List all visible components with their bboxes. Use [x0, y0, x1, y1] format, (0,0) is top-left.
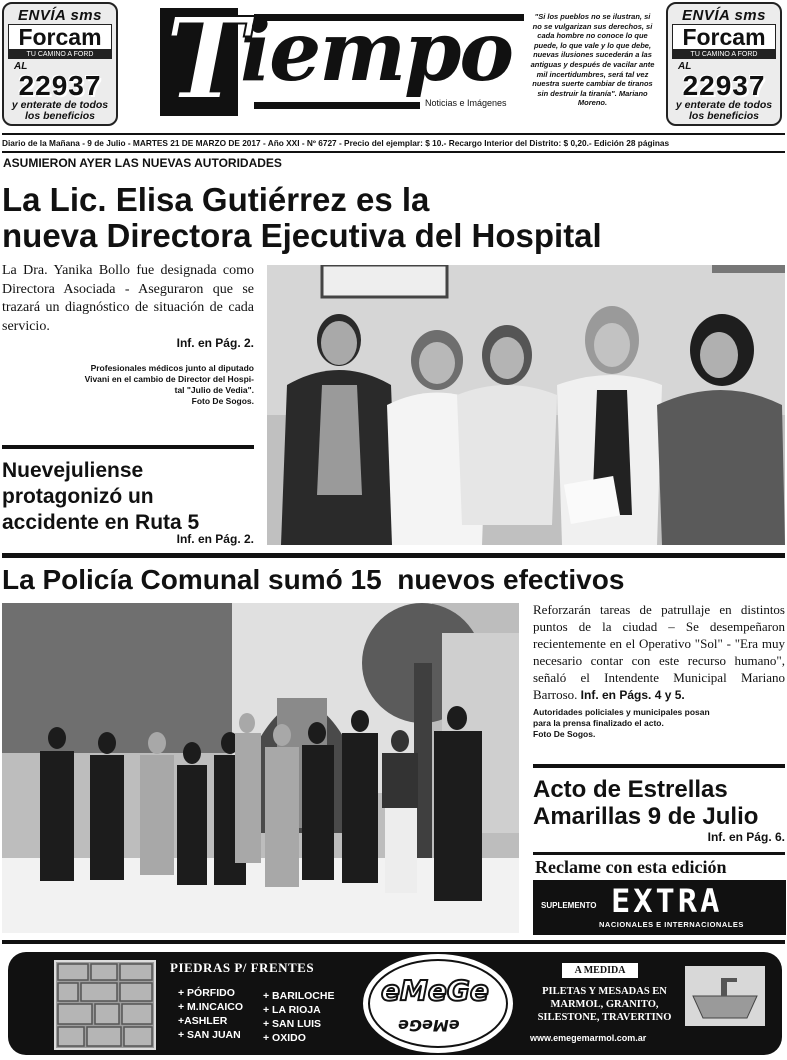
sms-number: 22937: [18, 70, 102, 101]
sms-tagline: TU CAMINO A FORD: [672, 50, 776, 59]
piletas-line: MARMOL, GRANITO,: [550, 999, 659, 1010]
police-body-text: Reforzarán tareas de patrullaje en distintos puntos de la ciudad – Se desempeñaron recientemente en el Operativo "Sol" - "Era muy necesario contar con este recurso humano", señaló el Intendente Municipal Mariano Barroso.: [533, 602, 785, 702]
sms-promo-right[interactable]: [666, 2, 782, 126]
stars-headline[interactable]: [533, 776, 758, 830]
story2-headline-line2: protagonizó un: [2, 485, 154, 508]
stone-wall-image: [54, 960, 156, 1050]
sms-promo-left[interactable]: [2, 2, 118, 126]
sms-line2: y enterate de todos: [11, 99, 109, 111]
lead-ref[interactable]: Inf. en Pág. 2.: [176, 336, 254, 350]
police-body: [533, 601, 785, 704]
ad-item: + M.INCAICO: [178, 1001, 244, 1013]
sms-number: 22937: [682, 70, 766, 101]
story2-headline-line3: accidente en Ruta 5: [2, 511, 200, 534]
story2-ref[interactable]: Inf. en Pág. 2.: [176, 532, 254, 546]
masthead-quote: "Si los pueblos no se ilustran, si no se vulgarizan sus derechos, si cada hombre no conoce lo que puede, lo que vale y lo que debe, nuevas ilusiones sucederán a las antiguas y después de vacilar ante mil incertidumbres, será tal vez nuestra suerte cambiar de tiranos sin destruir la tiranía". Mariano Moreno.: [530, 12, 655, 108]
lead-caption: [2, 363, 254, 407]
police-caption: [533, 707, 785, 740]
ad-item: + SAN JUAN: [178, 1029, 241, 1041]
police-caption-line2: para la prensa finalizado el acto.: [533, 718, 664, 728]
ad-list-col1: [178, 986, 243, 1042]
logo-bar-bottom: [254, 102, 420, 109]
lead-caption-line1: Profesionales médicos junto al diputado: [90, 363, 254, 373]
ad-item: + PÓRFIDO: [178, 987, 235, 999]
stars-headline-line2: Amarillas 9 de Julio: [533, 803, 759, 830]
ad-item: +ASHLER: [178, 1015, 228, 1027]
extra-sub: NACIONALES E INTERNACIONALES: [599, 920, 744, 929]
ad-item: + BARILOCHE: [263, 990, 335, 1002]
sms-line1: ENVÍA sms: [682, 7, 766, 24]
edition-info-bar: Diario de la Mañana - 9 de Julio - MARTES 21 DE MARZO DE 2017 - Año XXI - Nº 6727 - Precio del ejemplar: $ 10.- Recargo Interior del Distrito: $ 0,20.- Edición 28 páginas: [2, 133, 785, 153]
story-divider: [533, 852, 785, 855]
sms-brand: Forcam: [672, 24, 776, 50]
extra-supplement-banner[interactable]: [533, 880, 786, 935]
section-divider: [2, 940, 785, 944]
ad-list-col2: [263, 989, 334, 1045]
logo-wordmark: iempo: [240, 4, 513, 100]
ad-item: + LA RIOJA: [263, 1004, 321, 1016]
ad-title: PIEDRAS P/ FRENTES: [170, 960, 315, 975]
story-divider: [533, 764, 785, 768]
lead-caption-line4: Foto De Sogos.: [191, 396, 254, 406]
lead-headline-line2[interactable]: nueva Directora Ejecutiva del Hospital: [2, 217, 602, 254]
sms-brand: Forcam: [8, 24, 112, 50]
police-photo: [2, 603, 519, 933]
lead-caption-line2: Vivani en el cambio de Director del Hospi-: [84, 374, 254, 384]
lead-headline-line1[interactable]: La Lic. Elisa Gutiérrez es la: [2, 181, 430, 218]
sms-al: AL: [14, 61, 28, 72]
ad-item: + SAN LUIS: [263, 1018, 322, 1030]
ad-item: + OXIDO: [263, 1032, 306, 1044]
extra-name: EXTRA: [611, 882, 723, 920]
police-ref[interactable]: Inf. en Págs. 4 y 5.: [580, 688, 685, 702]
emege-logo: [363, 954, 513, 1053]
logo-text: eMeGe: [381, 974, 489, 1007]
lead-caption-line3: tal "Julio de Vedia".: [174, 385, 254, 395]
emege-advertisement[interactable]: [8, 952, 782, 1055]
sms-line3: los beneficios: [688, 110, 760, 122]
a-medida-badge: A MEDIDA: [562, 963, 638, 978]
hospital-photo: [267, 265, 785, 545]
story2-headline[interactable]: [2, 458, 199, 536]
extra-suplemento: SUPLEMENTO: [541, 901, 597, 910]
logo-initial: T: [165, 0, 249, 125]
lead-kicker: ASUMIERON AYER LAS NUEVAS AUTORIDADES: [3, 156, 282, 170]
sms-line1: ENVÍA sms: [18, 7, 102, 24]
ad-website-link[interactable]: www.emegemarmol.com.ar: [530, 1033, 647, 1043]
masthead-subtitle: Noticias e Imágenes: [425, 98, 507, 108]
lead-body: La Dra. Yanika Bollo fue designada como Directora Asociada - Aseguraron que se trazará un diagnóstico de situación de cada servicio.: [2, 263, 254, 334]
police-headline[interactable]: La Policía Comunal sumó 15 nuevos efectivos: [2, 564, 625, 595]
logo-text-mirrored: eMeGe: [398, 1016, 460, 1035]
police-caption-line3: Foto De Sogos.: [533, 729, 596, 739]
sms-line3: los beneficios: [24, 110, 96, 122]
reclame-label: Reclame con esta edición: [535, 857, 727, 877]
police-caption-line1: Autoridades policiales y municipales posan: [533, 707, 710, 717]
piletas-line: SILESTONE, TRAVERTINO: [537, 1012, 672, 1023]
story-divider: [2, 445, 254, 449]
sink-image: [685, 966, 765, 1026]
sms-tagline: TU CAMINO A FORD: [8, 50, 112, 59]
sms-al: AL: [678, 61, 692, 72]
section-divider: [2, 553, 785, 558]
piletas-line: PILETAS Y MESADAS EN: [542, 986, 667, 997]
sms-line2: y enterate de todos: [675, 99, 773, 111]
stars-headline-line1: Acto de Estrellas: [533, 776, 728, 803]
story2-headline-line1: Nuevejuliense: [2, 459, 144, 482]
stars-ref[interactable]: Inf. en Pág. 6.: [707, 830, 785, 844]
piletas-text: [522, 985, 687, 1024]
